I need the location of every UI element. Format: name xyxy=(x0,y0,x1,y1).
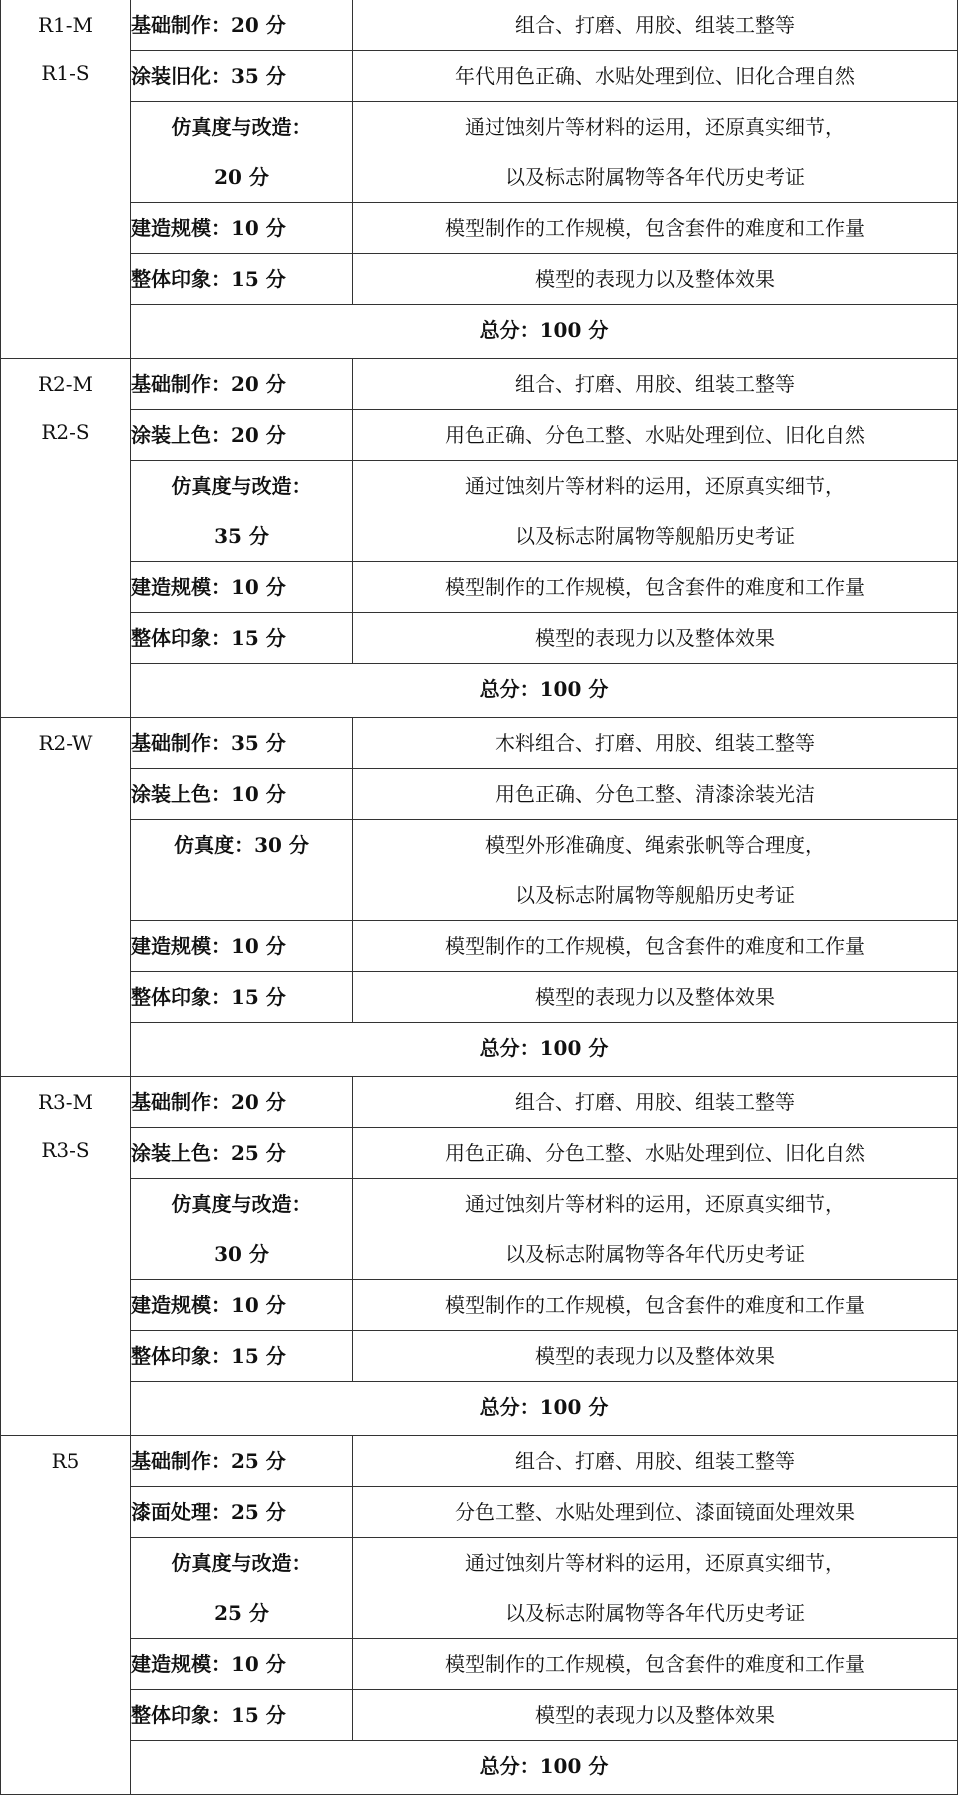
total-row xyxy=(1,1023,958,1077)
criterion-description: 木料组合、打磨、用胶、组装工整等 xyxy=(353,718,958,769)
criterion-label: 基础制作：20 分 xyxy=(131,359,353,410)
criterion-description: 模型制作的工作规模，包含套件的难度和工作量 xyxy=(353,203,958,254)
criterion-label: 整体印象：15 分 xyxy=(131,254,353,305)
description-line: 通过蚀刻片等材料的运用，还原真实细节， xyxy=(465,115,845,139)
criterion-label-line: 仿真度与改造： xyxy=(171,474,312,498)
total-row xyxy=(1,1741,958,1795)
category-cell xyxy=(1,1077,131,1436)
criterion-description: 年代用色正确、水贴处理到位、旧化合理自然 xyxy=(353,51,958,102)
category-cell xyxy=(1,718,131,1077)
criterion-row xyxy=(1,1077,958,1128)
criterion-label-line: 35 分 xyxy=(214,524,269,548)
category-label xyxy=(1,766,130,814)
criterion-description: 组合、打磨、用胶、组装工整等 xyxy=(353,1436,958,1487)
criterion-description: 用色正确、分色工整、水贴处理到位、旧化自然 xyxy=(353,410,958,461)
total-row xyxy=(1,664,958,718)
criterion-label-line: 仿真度：30 分 xyxy=(174,833,309,857)
criterion-label: 基础制作：35 分 xyxy=(131,718,353,769)
criterion-label: 整体印象：15 分 xyxy=(131,613,353,664)
criterion-description: 组合、打磨、用胶、组装工整等 xyxy=(353,0,958,51)
criterion-row xyxy=(1,0,958,51)
criterion-row xyxy=(1,1280,958,1331)
criterion-row xyxy=(1,718,958,769)
criterion-description: 模型制作的工作规模，包含套件的难度和工作量 xyxy=(353,921,958,972)
criterion-row xyxy=(1,1639,958,1690)
criterion-label: 涂装上色：20 分 xyxy=(131,410,353,461)
description-line: 通过蚀刻片等材料的运用，还原真实细节， xyxy=(465,1192,845,1216)
total-score: 总分：100 分 xyxy=(131,1382,958,1436)
criterion-description: 模型制作的工作规模，包含套件的难度和工作量 xyxy=(353,1280,958,1331)
total-score: 总分：100 分 xyxy=(131,1741,958,1795)
criterion-row xyxy=(1,769,958,820)
criterion-row xyxy=(1,820,958,921)
criterion-row xyxy=(1,1436,958,1487)
description-line: 以及标志附属物等各年代历史考证 xyxy=(505,1242,805,1266)
description-line: 模型外形准确度、绳索张帆等合理度， xyxy=(485,833,825,857)
criterion-row xyxy=(1,1331,958,1382)
criterion-row xyxy=(1,461,958,562)
criterion-label: 建造规模：10 分 xyxy=(131,1280,353,1331)
criterion-row xyxy=(1,1128,958,1179)
criterion-row xyxy=(1,613,958,664)
criterion-row xyxy=(1,921,958,972)
criterion-row xyxy=(1,1690,958,1741)
criterion-label-line xyxy=(131,870,352,920)
description-line: 通过蚀刻片等材料的运用，还原真实细节， xyxy=(465,1551,845,1575)
rubric-body xyxy=(1,0,958,1795)
criterion-label: 涂装上色：10 分 xyxy=(131,769,353,820)
criterion-label: 整体印象：15 分 xyxy=(131,1690,353,1741)
criterion-description: 分色工整、水贴处理到位、漆面镜面处理效果 xyxy=(353,1487,958,1538)
category-label: R2-S xyxy=(41,420,90,444)
criterion-label-line: 20 分 xyxy=(214,165,269,189)
criterion-label-line: 仿真度与改造： xyxy=(171,115,312,139)
criterion-description: 模型的表现力以及整体效果 xyxy=(353,972,958,1023)
criterion-label xyxy=(131,1179,353,1280)
criterion-label xyxy=(131,1538,353,1639)
criterion-label: 基础制作：20 分 xyxy=(131,1077,353,1128)
criterion-label-line: 仿真度与改造： xyxy=(171,1192,312,1216)
criterion-row xyxy=(1,51,958,102)
criterion-row xyxy=(1,1487,958,1538)
criterion-row xyxy=(1,102,958,203)
criterion-description: 模型的表现力以及整体效果 xyxy=(353,1331,958,1382)
criterion-label: 基础制作：20 分 xyxy=(131,0,353,51)
criterion-label: 漆面处理：25 分 xyxy=(131,1487,353,1538)
category-label: R2-W xyxy=(38,731,93,755)
criterion-row xyxy=(1,410,958,461)
criterion-description: 组合、打磨、用胶、组装工整等 xyxy=(353,1077,958,1128)
criterion-row xyxy=(1,359,958,410)
criterion-label: 建造规模：10 分 xyxy=(131,1639,353,1690)
criterion-label-line: 25 分 xyxy=(214,1601,269,1625)
criterion-label: 涂装上色：25 分 xyxy=(131,1128,353,1179)
category-cell xyxy=(1,1436,131,1795)
criterion-label: 基础制作：25 分 xyxy=(131,1436,353,1487)
total-score: 总分：100 分 xyxy=(131,1023,958,1077)
criterion-row xyxy=(1,203,958,254)
criterion-description: 用色正确、分色工整、水贴处理到位、旧化自然 xyxy=(353,1128,958,1179)
criterion-row xyxy=(1,972,958,1023)
criterion-description xyxy=(353,1538,958,1639)
criterion-row xyxy=(1,562,958,613)
criterion-label: 整体印象：15 分 xyxy=(131,1331,353,1382)
criterion-description xyxy=(353,102,958,203)
criterion-label-line: 仿真度与改造： xyxy=(171,1551,312,1575)
criterion-row xyxy=(1,1538,958,1639)
criterion-label xyxy=(131,461,353,562)
criterion-description: 模型的表现力以及整体效果 xyxy=(353,1690,958,1741)
category-cell xyxy=(1,359,131,718)
criterion-description xyxy=(353,461,958,562)
description-line: 以及标志附属物等舰船历史考证 xyxy=(515,883,795,907)
category-label: R1-M xyxy=(37,13,94,37)
criterion-label: 建造规模：10 分 xyxy=(131,203,353,254)
criterion-description: 模型的表现力以及整体效果 xyxy=(353,254,958,305)
description-line: 以及标志附属物等各年代历史考证 xyxy=(505,165,805,189)
criterion-description: 模型制作的工作规模，包含套件的难度和工作量 xyxy=(353,562,958,613)
criterion-label xyxy=(131,102,353,203)
criterion-label: 建造规模：10 分 xyxy=(131,562,353,613)
criterion-description: 组合、打磨、用胶、组装工整等 xyxy=(353,359,958,410)
criterion-label-line: 30 分 xyxy=(214,1242,269,1266)
category-label: R3-S xyxy=(41,1138,90,1162)
criterion-label: 涂装旧化：35 分 xyxy=(131,51,353,102)
criterion-label xyxy=(131,820,353,921)
category-label: R5 xyxy=(51,1449,80,1473)
description-line: 通过蚀刻片等材料的运用，还原真实细节， xyxy=(465,474,845,498)
category-label: R1-S xyxy=(41,61,90,85)
criterion-row xyxy=(1,254,958,305)
criterion-description xyxy=(353,820,958,921)
criterion-description xyxy=(353,1179,958,1280)
category-cell xyxy=(1,0,131,359)
total-score: 总分：100 分 xyxy=(131,664,958,718)
criterion-description: 用色正确、分色工整、清漆涂装光洁 xyxy=(353,769,958,820)
description-line: 以及标志附属物等舰船历史考证 xyxy=(515,524,795,548)
criterion-description: 模型制作的工作规模，包含套件的难度和工作量 xyxy=(353,1639,958,1690)
total-row xyxy=(1,305,958,359)
category-label xyxy=(1,1484,130,1532)
description-line: 以及标志附属物等各年代历史考证 xyxy=(505,1601,805,1625)
criterion-label: 建造规模：10 分 xyxy=(131,921,353,972)
criterion-label: 整体印象：15 分 xyxy=(131,972,353,1023)
category-label: R2-M xyxy=(37,372,94,396)
category-label: R3-M xyxy=(37,1090,94,1114)
criterion-description: 模型的表现力以及整体效果 xyxy=(353,613,958,664)
criterion-row xyxy=(1,1179,958,1280)
total-row xyxy=(1,1382,958,1436)
total-score: 总分：100 分 xyxy=(131,305,958,359)
